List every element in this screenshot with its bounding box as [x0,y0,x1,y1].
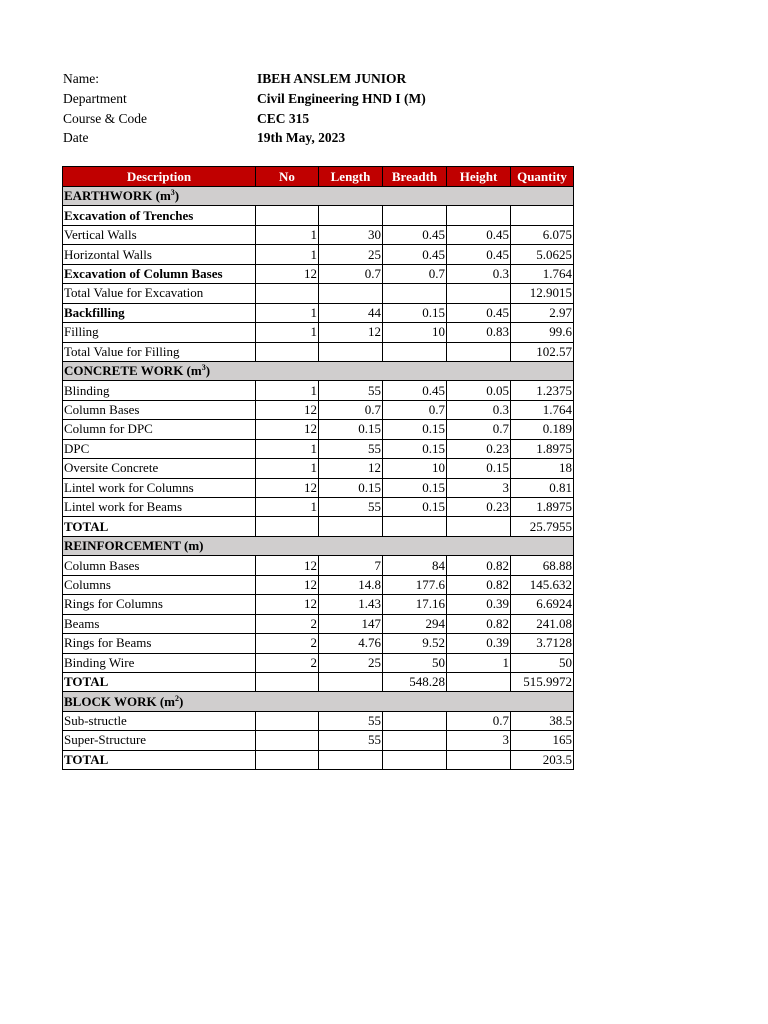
cell-height: 0.3 [447,264,511,283]
table-row [63,381,574,400]
cell-description: Filling [63,323,256,342]
cell-no: 12 [256,400,319,419]
cell-quantity: 203.5 [511,750,574,769]
cell-breadth: 548.28 [383,672,447,691]
cell-no [256,206,319,225]
cell-description: Excavation of Trenches [63,206,256,225]
cell-quantity: 1.8975 [511,439,574,458]
section-header-row [63,536,574,555]
cell-length [319,342,383,361]
cell-breadth: 0.45 [383,381,447,400]
cell-quantity: 99.6 [511,323,574,342]
table-row [63,634,574,653]
cell-description: Vertical Walls [63,225,256,244]
cell-no [256,672,319,691]
section-title-suffix: ) [205,363,211,379]
cell-quantity: 6.075 [511,225,574,244]
cell-quantity: 1.8975 [511,498,574,517]
info-label: Department [63,90,127,106]
cell-length: 30 [319,225,383,244]
cell-length: 14.8 [319,575,383,594]
cell-description: Excavation of Column Bases [63,264,256,283]
cell-height [447,206,511,225]
cell-breadth: 0.7 [383,264,447,283]
table-header-row [63,167,574,187]
cell-quantity: 12.9015 [511,284,574,303]
cell-description: Lintel work for Columns [63,478,256,497]
cell-height: 0.82 [447,575,511,594]
cell-no [256,731,319,750]
cell-breadth: 84 [383,556,447,575]
cell-length: 55 [319,439,383,458]
cell-description: Column Bases [63,556,256,575]
cell-quantity: 2.97 [511,303,574,322]
cell-length: 0.15 [319,420,383,439]
table-row [63,595,574,614]
cell-breadth [383,711,447,730]
total-row [63,750,574,769]
table-row [63,420,574,439]
cell-quantity: 25.7955 [511,517,574,536]
header-length: Length [319,167,383,187]
cell-length: 147 [319,614,383,633]
cell-no: 1 [256,245,319,264]
cell-description: Rings for Beams [63,634,256,653]
cell-description: Binding Wire [63,653,256,672]
cell-height: 0.15 [447,459,511,478]
cell-no: 12 [256,420,319,439]
info-label: Name: [63,71,99,86]
table-row [63,323,574,342]
info-value: CEC 315 [257,110,310,126]
cell-quantity: 165 [511,731,574,750]
cell-description: Blinding [63,381,256,400]
info-row [63,89,426,109]
table-row [63,264,574,283]
section-title-suffix: ) [174,188,180,204]
cell-quantity: 515.9972 [511,672,574,691]
cell-quantity: 6.6924 [511,595,574,614]
total-row [63,517,574,536]
cell-length: 55 [319,711,383,730]
section-header-row [63,187,574,206]
cell-height: 0.23 [447,439,511,458]
table-row [63,653,574,672]
info-label: Date [63,130,89,146]
section-title-suffix: ) [179,693,184,709]
cell-description: Oversite Concrete [63,459,256,478]
info-row [63,69,426,89]
cell-description: Column Bases [63,400,256,419]
cell-description: Total Value for Excavation [63,284,256,303]
cell-no [256,517,319,536]
cell-length: 4.76 [319,634,383,653]
cell-no: 2 [256,653,319,672]
cell-no: 1 [256,498,319,517]
section-title [63,536,574,555]
bill-of-quantities-table [62,166,574,770]
cell-length [319,206,383,225]
cell-height: 3 [447,478,511,497]
cell-description: Sub-structle [63,711,256,730]
cell-no [256,711,319,730]
cell-quantity: 38.5 [511,711,574,730]
cell-no: 12 [256,575,319,594]
cell-breadth [383,517,447,536]
cell-breadth [383,750,447,769]
table-row [63,400,574,419]
cell-height: 0.45 [447,303,511,322]
table-row [63,614,574,633]
cell-description: TOTAL [63,672,256,691]
info-row [63,109,426,129]
cell-quantity: 5.0625 [511,245,574,264]
cell-height: 0.82 [447,556,511,575]
table-row [63,303,574,322]
table-row [63,711,574,730]
cell-no: 12 [256,556,319,575]
cell-height: 0.3 [447,400,511,419]
cell-no: 12 [256,264,319,283]
cell-height: 3 [447,731,511,750]
cell-no: 1 [256,459,319,478]
info-value: IBEH ANSLEM JUNIOR [257,71,407,86]
cell-description: TOTAL [63,750,256,769]
cell-breadth: 177.6 [383,575,447,594]
cell-quantity: 1.764 [511,400,574,419]
unit-superscript: 2 [175,693,179,703]
table-row [63,556,574,575]
cell-description: TOTAL [63,517,256,536]
cell-description: Backfilling [63,303,256,322]
info-value: Civil Engineering HND I (M) [257,90,426,106]
cell-height: 0.39 [447,634,511,653]
cell-no: 1 [256,381,319,400]
cell-breadth: 0.15 [383,303,447,322]
cell-height [447,342,511,361]
cell-breadth: 9.52 [383,634,447,653]
header-description: Description [63,167,256,187]
section-title [63,187,574,206]
header-quantity: Quantity [511,167,574,187]
cell-no: 1 [256,303,319,322]
total-row [63,672,574,691]
student-info [63,69,426,148]
cell-breadth: 10 [383,459,447,478]
cell-length [319,750,383,769]
cell-length [319,672,383,691]
header-breadth: Breadth [383,167,447,187]
cell-quantity: 241.08 [511,614,574,633]
cell-height: 0.23 [447,498,511,517]
cell-no: 2 [256,614,319,633]
header-no: No [256,167,319,187]
header-height: Height [447,167,511,187]
cell-length: 25 [319,245,383,264]
cell-no [256,750,319,769]
cell-quantity: 0.189 [511,420,574,439]
section-title-text: REINFORCEMENT (m) [64,538,204,554]
info-row [63,128,426,148]
cell-height [447,672,511,691]
table-row [63,478,574,497]
section-header-row [63,361,574,380]
cell-breadth: 50 [383,653,447,672]
cell-height: 0.83 [447,323,511,342]
cell-no [256,342,319,361]
section-title [63,361,574,380]
cell-no: 12 [256,595,319,614]
cell-length [319,284,383,303]
info-label: Course & Code [63,110,147,126]
section-title-text: BLOCK WORK (m [64,693,175,709]
cell-breadth: 0.15 [383,420,447,439]
cell-description: Horizontal Walls [63,245,256,264]
table-row [63,459,574,478]
table-row [63,245,574,264]
cell-quantity: 102.57 [511,342,574,361]
table-row [63,206,574,225]
cell-height: 0.39 [447,595,511,614]
cell-height: 1 [447,653,511,672]
cell-length: 12 [319,323,383,342]
cell-length: 44 [319,303,383,322]
section-title [63,692,574,711]
cell-length [319,517,383,536]
info-value: 19th May, 2023 [257,130,346,146]
cell-quantity [511,206,574,225]
cell-breadth: 10 [383,323,447,342]
cell-breadth: 294 [383,614,447,633]
cell-quantity: 50 [511,653,574,672]
cell-height: 0.05 [447,381,511,400]
cell-quantity: 1.764 [511,264,574,283]
cell-height: 0.7 [447,711,511,730]
cell-breadth: 0.7 [383,400,447,419]
table-row [63,225,574,244]
cell-description: DPC [63,439,256,458]
table-row [63,342,574,361]
cell-description: Columns [63,575,256,594]
table-row [63,284,574,303]
table-row [63,575,574,594]
section-header-row [63,692,574,711]
cell-no: 1 [256,323,319,342]
table-row [63,731,574,750]
cell-length: 0.7 [319,400,383,419]
unit-superscript: 3 [170,188,175,198]
cell-quantity: 145.632 [511,575,574,594]
cell-length: 12 [319,459,383,478]
cell-breadth [383,731,447,750]
cell-no: 12 [256,478,319,497]
cell-no: 1 [256,225,319,244]
cell-height: 0.7 [447,420,511,439]
cell-length: 1.43 [319,595,383,614]
cell-height [447,750,511,769]
cell-height: 0.45 [447,225,511,244]
cell-height [447,284,511,303]
cell-height: 0.82 [447,614,511,633]
cell-breadth: 0.15 [383,478,447,497]
cell-description: Lintel work for Beams [63,498,256,517]
section-title-text: EARTHWORK (m [64,188,171,204]
cell-breadth [383,284,447,303]
cell-breadth [383,206,447,225]
cell-description: Rings for Columns [63,595,256,614]
cell-no: 1 [256,439,319,458]
cell-breadth: 0.45 [383,225,447,244]
cell-breadth: 17.16 [383,595,447,614]
table-row [63,439,574,458]
cell-length: 0.7 [319,264,383,283]
cell-description: Super-Structure [63,731,256,750]
unit-superscript: 3 [201,363,206,373]
cell-quantity: 68.88 [511,556,574,575]
cell-breadth: 0.45 [383,245,447,264]
cell-quantity: 0.81 [511,478,574,497]
cell-no: 2 [256,634,319,653]
cell-description: Total Value for Filling [63,342,256,361]
cell-height [447,517,511,536]
cell-quantity: 18 [511,459,574,478]
cell-no [256,284,319,303]
cell-breadth: 0.15 [383,498,447,517]
cell-length: 25 [319,653,383,672]
cell-quantity: 1.2375 [511,381,574,400]
cell-length: 7 [319,556,383,575]
cell-breadth: 0.15 [383,439,447,458]
cell-height: 0.45 [447,245,511,264]
cell-length: 55 [319,498,383,517]
cell-length: 55 [319,731,383,750]
cell-description: Column for DPC [63,420,256,439]
cell-length: 55 [319,381,383,400]
cell-length: 0.15 [319,478,383,497]
cell-quantity: 3.7128 [511,634,574,653]
table-row [63,498,574,517]
section-title-text: CONCRETE WORK (m [64,363,202,379]
cell-description: Beams [63,614,256,633]
cell-breadth [383,342,447,361]
